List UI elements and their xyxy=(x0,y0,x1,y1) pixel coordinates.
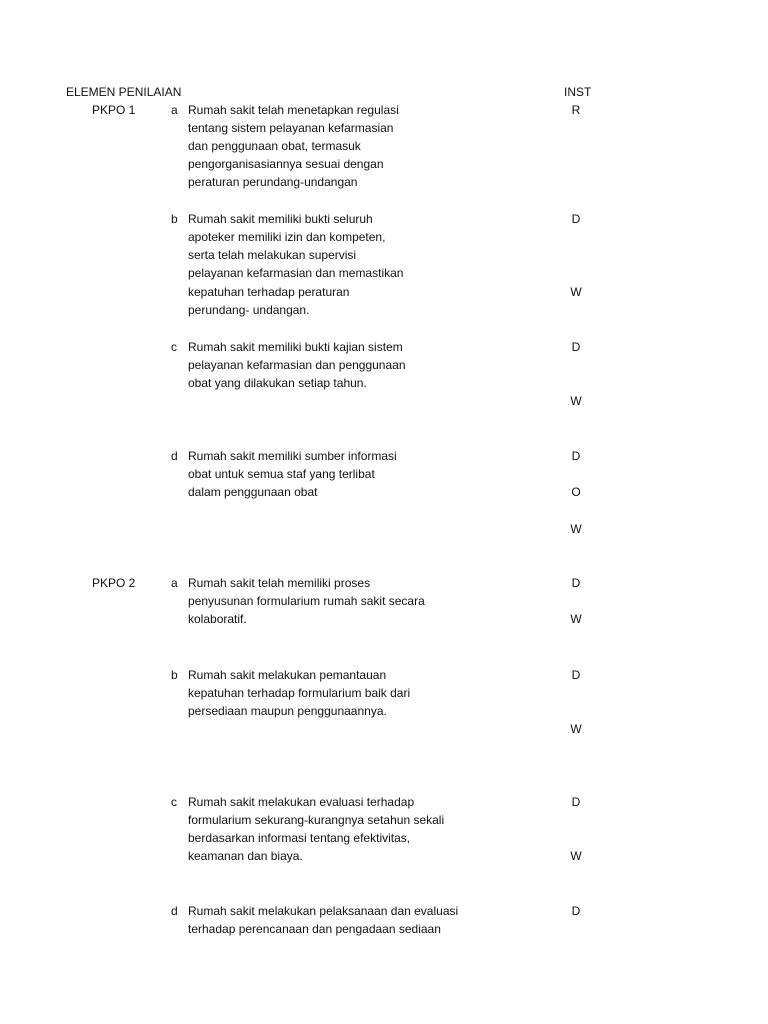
inst-code: D xyxy=(571,795,581,809)
element-text-line: kolaboratif. xyxy=(188,612,247,626)
element-text-line: pelayanan kefarmasian dan penggunaan xyxy=(188,358,406,372)
element-text-line: Rumah sakit melakukan evaluasi terhadap xyxy=(188,795,415,809)
inst-code: O xyxy=(571,485,581,499)
element-text-line: pelayanan kefarmasian dan memastikan xyxy=(188,266,404,280)
element-text-line: serta telah melakukan supervisi xyxy=(188,248,357,262)
inst-code: D xyxy=(571,212,581,226)
inst-code: W xyxy=(570,722,582,736)
element-text-line: kepatuhan terhadap peraturan xyxy=(188,285,350,299)
inst-code: W xyxy=(570,285,582,299)
inst-code: W xyxy=(570,394,582,408)
element-text-line: dalam penggunaan obat xyxy=(188,485,318,499)
element-text-line: peraturan perundang-undangan xyxy=(188,175,358,189)
element-text-line: Rumah sakit melakukan pemantauan xyxy=(188,668,387,682)
element-text-line: Rumah sakit telah menetapkan regulasi xyxy=(188,103,399,117)
inst-code: W xyxy=(570,612,582,626)
element-letter: d xyxy=(171,904,178,918)
standard-code: PKPO 2 xyxy=(92,576,136,590)
element-letter: b xyxy=(171,668,178,682)
element-letter: a xyxy=(171,576,178,590)
element-letter: d xyxy=(171,449,178,463)
element-text-line: keamanan dan biaya. xyxy=(188,849,303,863)
inst-code: D xyxy=(571,340,581,354)
element-text-line: berdasarkan informasi tentang efektivitas, xyxy=(188,831,411,845)
element-text-line: obat untuk semua staf yang terlibat xyxy=(188,467,375,481)
element-letter: b xyxy=(171,212,178,226)
inst-code: D xyxy=(571,904,581,918)
element-letter: c xyxy=(171,795,177,809)
inst-code: D xyxy=(571,668,581,682)
element-text-line: Rumah sakit melakukan pelaksanaan dan evaluasi xyxy=(188,904,459,918)
element-text-line: Rumah sakit memiliki sumber informasi xyxy=(188,449,397,463)
element-text-line: penyusunan formularium rumah sakit secara xyxy=(188,594,425,608)
element-text-line: kepatuhan terhadap formularium baik dari xyxy=(188,686,411,700)
element-text-line: dan penggunaan obat, termasuk xyxy=(188,139,361,153)
inst-code: R xyxy=(571,103,581,117)
inst-code: W xyxy=(570,522,582,536)
element-text-line: persediaan maupun penggunaannya. xyxy=(188,704,387,718)
element-text-line: pengorganisasiannya sesuai dengan xyxy=(188,157,384,171)
element-letter: a xyxy=(171,103,178,117)
element-text-line: terhadap perencanaan dan pengadaan sediaan xyxy=(188,922,441,936)
inst-code: W xyxy=(570,849,582,863)
element-text-line: Rumah sakit memiliki bukti seluruh xyxy=(188,212,373,226)
element-text-line: obat yang dilakukan setiap tahun. xyxy=(188,376,367,390)
element-letter: c xyxy=(171,340,177,354)
element-text-line: formularium sekurang-kurangnya setahun sekali xyxy=(188,813,445,827)
inst-code: D xyxy=(571,576,581,590)
element-text-line: Rumah sakit telah memiliki proses xyxy=(188,576,371,590)
header-inst: INST xyxy=(564,85,592,99)
standard-code: PKPO 1 xyxy=(92,103,136,117)
inst-code: D xyxy=(571,449,581,463)
element-text-line: tentang sistem pelayanan kefarmasian xyxy=(188,121,394,135)
element-text-line: Rumah sakit memiliki bukti kajian sistem xyxy=(188,340,403,354)
element-text-line: apoteker memiliki izin dan kompeten, xyxy=(188,230,386,244)
element-text-line: perundang- undangan. xyxy=(188,303,310,317)
header-elemen-penilaian: ELEMEN PENILAIAN xyxy=(66,85,182,99)
